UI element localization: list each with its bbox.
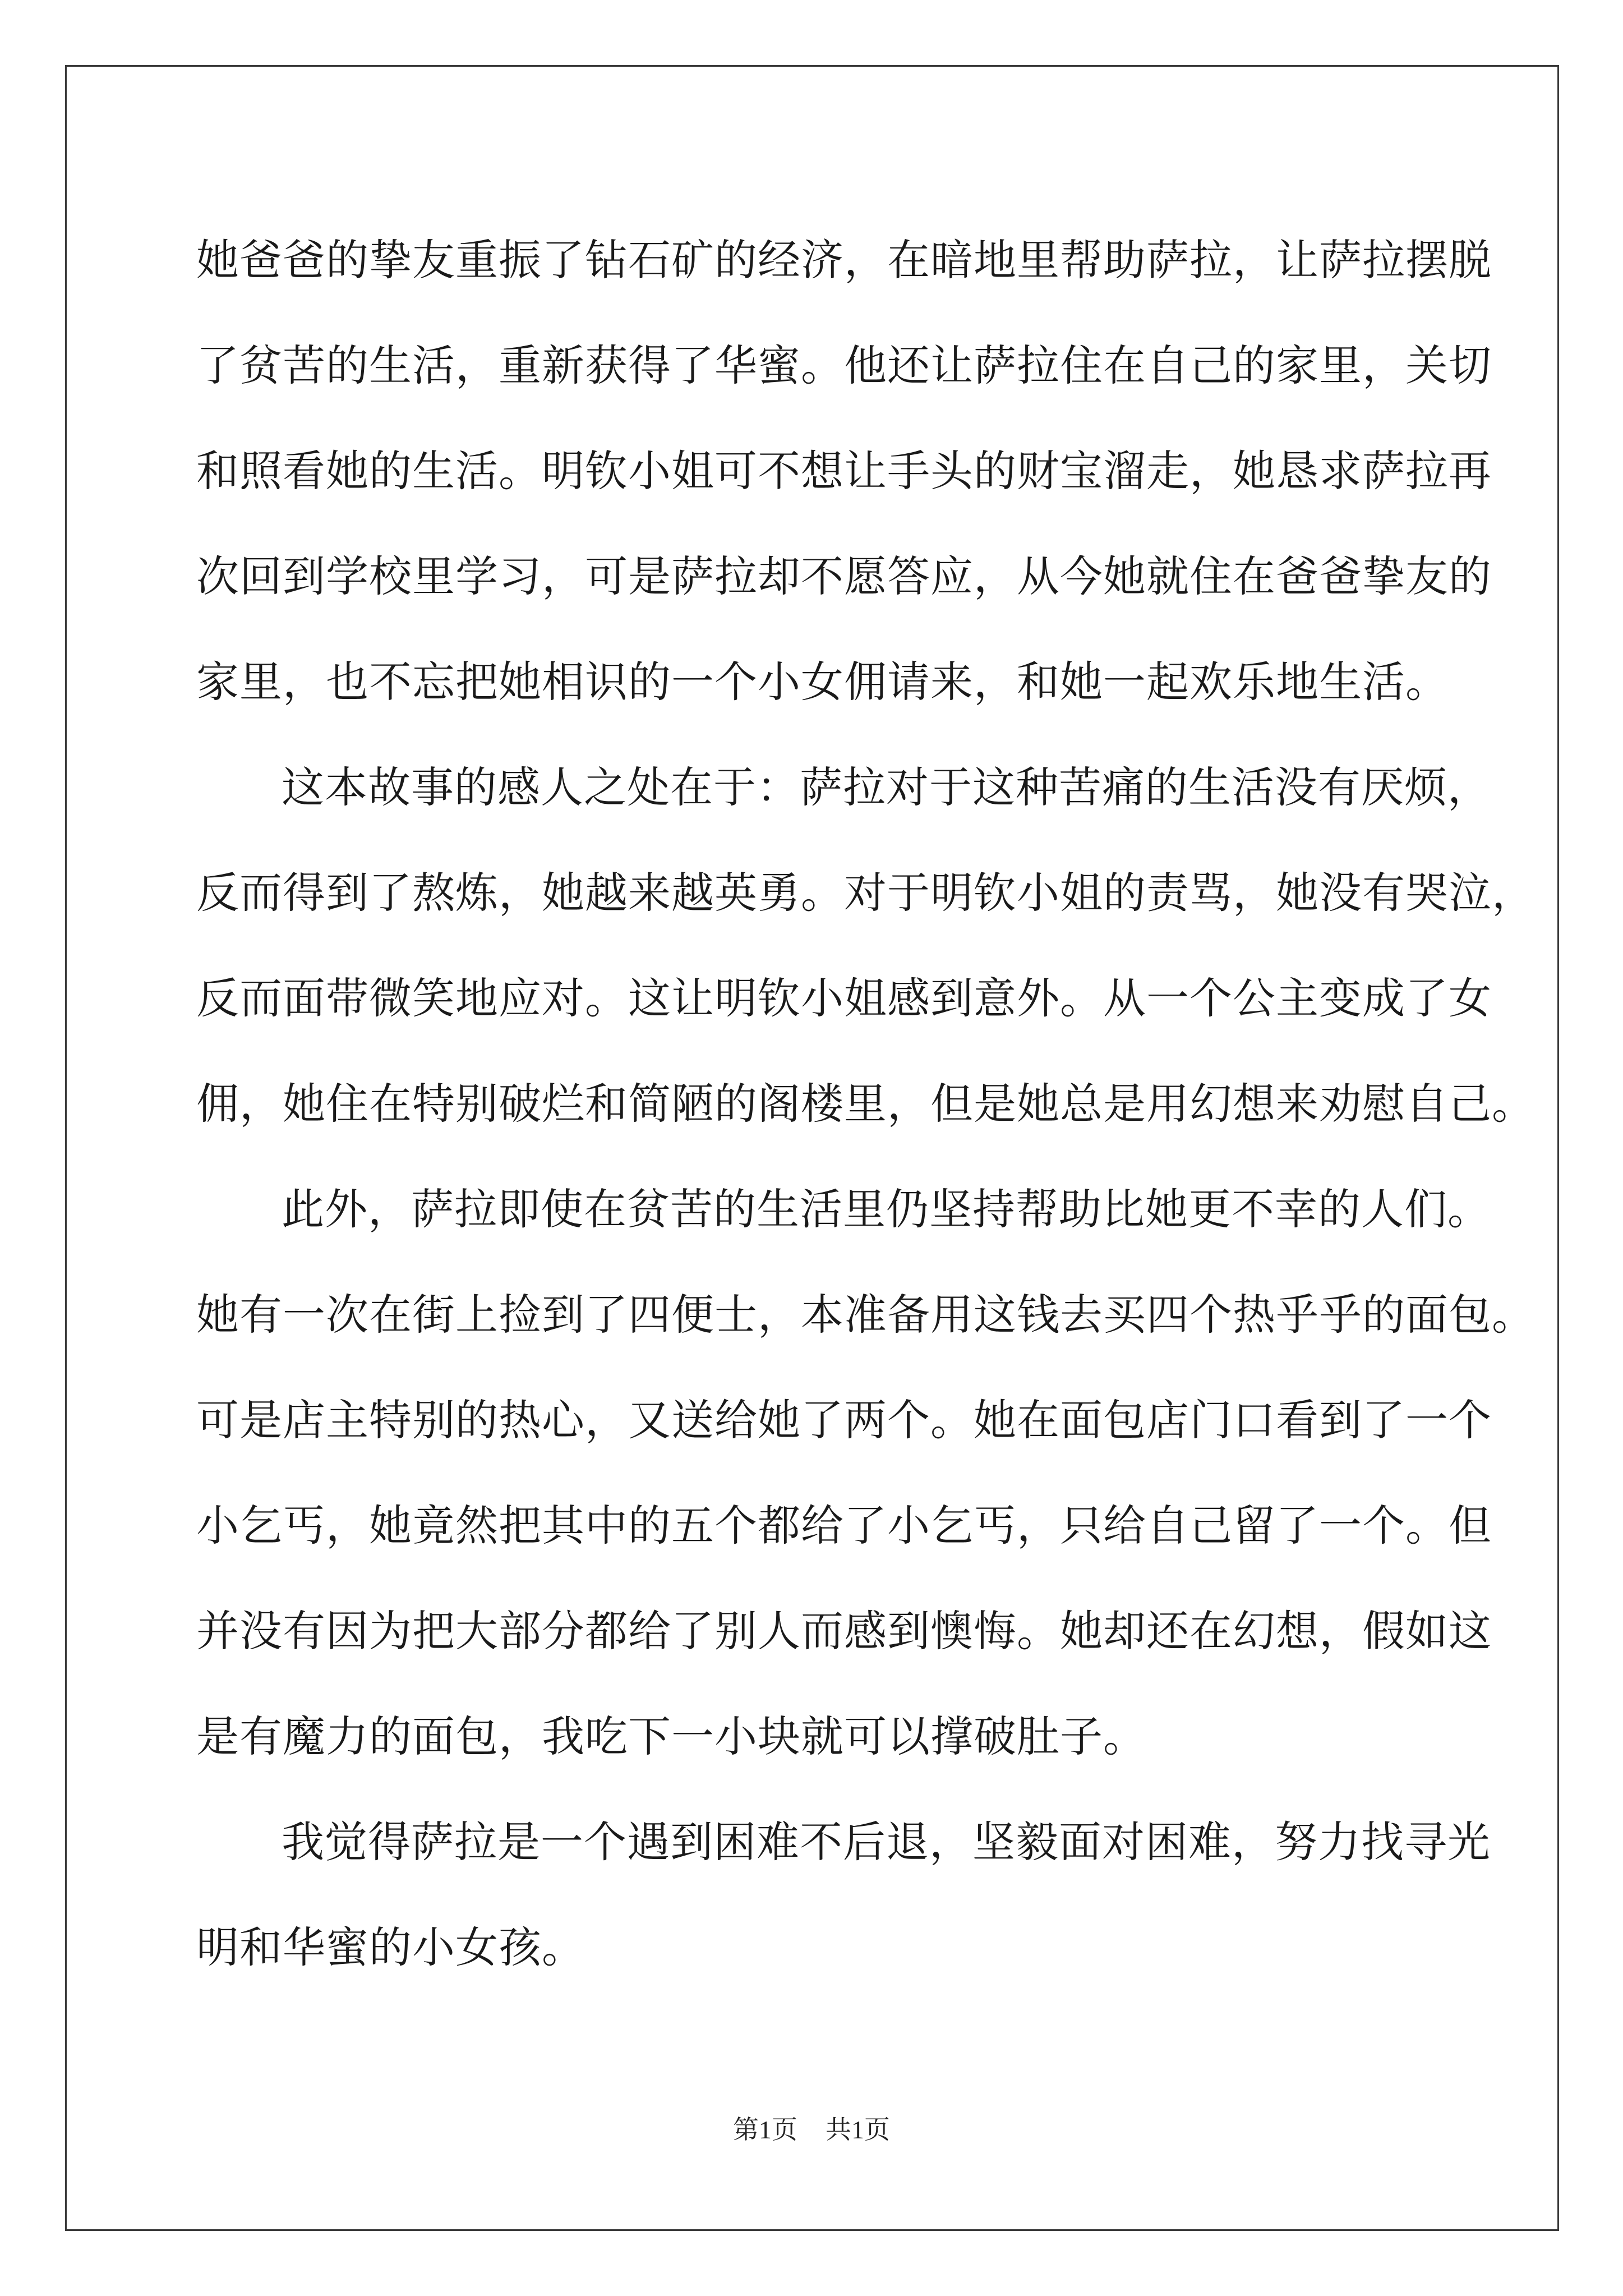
paragraph-first-line: 我觉得萨拉是一个遇到困难不后退，坚毅面对困难，努力找寻光 bbox=[282, 1817, 1491, 1867]
text-line: 和照看她的生活。明钦小姐可不想让手头的财宝溜走，她恳求萨拉再 bbox=[196, 446, 1492, 496]
text-line: 可是店主特别的热心，又送给她了两个。她在面包店门口看到了一个 bbox=[196, 1395, 1492, 1445]
paragraph-first-line: 此外，萨拉即使在贫苦的生活里仍坚持帮助比她更不幸的人们。 bbox=[282, 1184, 1491, 1234]
document-body bbox=[196, 208, 1535, 2000]
page-number-current: 第1页 bbox=[733, 2115, 797, 2144]
text-line: 佣，她住在特别破烂和简陋的阁楼里，但是她总是用幻想来劝慰自己。 bbox=[196, 1079, 1535, 1129]
page-footer bbox=[0, 2109, 1623, 2146]
text-line: 反而得到了熬炼，她越来越英勇。对于明钦小姐的责骂，她没有哭泣， bbox=[196, 868, 1535, 918]
text-line: 反而面带微笑地应对。这让明钦小姐感到意外。从一个公主变成了女 bbox=[196, 973, 1492, 1023]
text-line: 了贫苦的生活，重新获得了华蜜。他还让萨拉住在自己的家里，关切 bbox=[196, 341, 1492, 390]
text-line: 并没有因为把大部分都给了别人而感到懊悔。她却还在幻想，假如这 bbox=[196, 1606, 1492, 1656]
page-number-total: 共1页 bbox=[826, 2115, 890, 2144]
text-line: 明和华蜜的小女孩。 bbox=[196, 1922, 585, 1972]
text-line: 她爸爸的挚友重振了钻石矿的经济，在暗地里帮助萨拉，让萨拉摆脱 bbox=[196, 235, 1492, 285]
paragraph-first-line: 这本故事的感人之处在于：萨拉对于这种苦痛的生活没有厌烦， bbox=[282, 762, 1491, 812]
text-line: 小乞丐，她竟然把其中的五个都给了小乞丐，只给自己留了一个。但 bbox=[196, 1501, 1492, 1550]
text-line: 家里，也不忘把她相识的一个小女佣请来，和她一起欢乐地生活。 bbox=[196, 657, 1449, 707]
text-line: 是有魔力的面包，我吃下一小块就可以撑破肚子。 bbox=[196, 1711, 1146, 1761]
text-line: 次回到学校里学习，可是萨拉却不愿答应，从今她就住在爸爸挚友的 bbox=[196, 551, 1492, 601]
text-line: 她有一次在街上捡到了四便士，本准备用这钱去买四个热乎乎的面包。 bbox=[196, 1290, 1535, 1340]
